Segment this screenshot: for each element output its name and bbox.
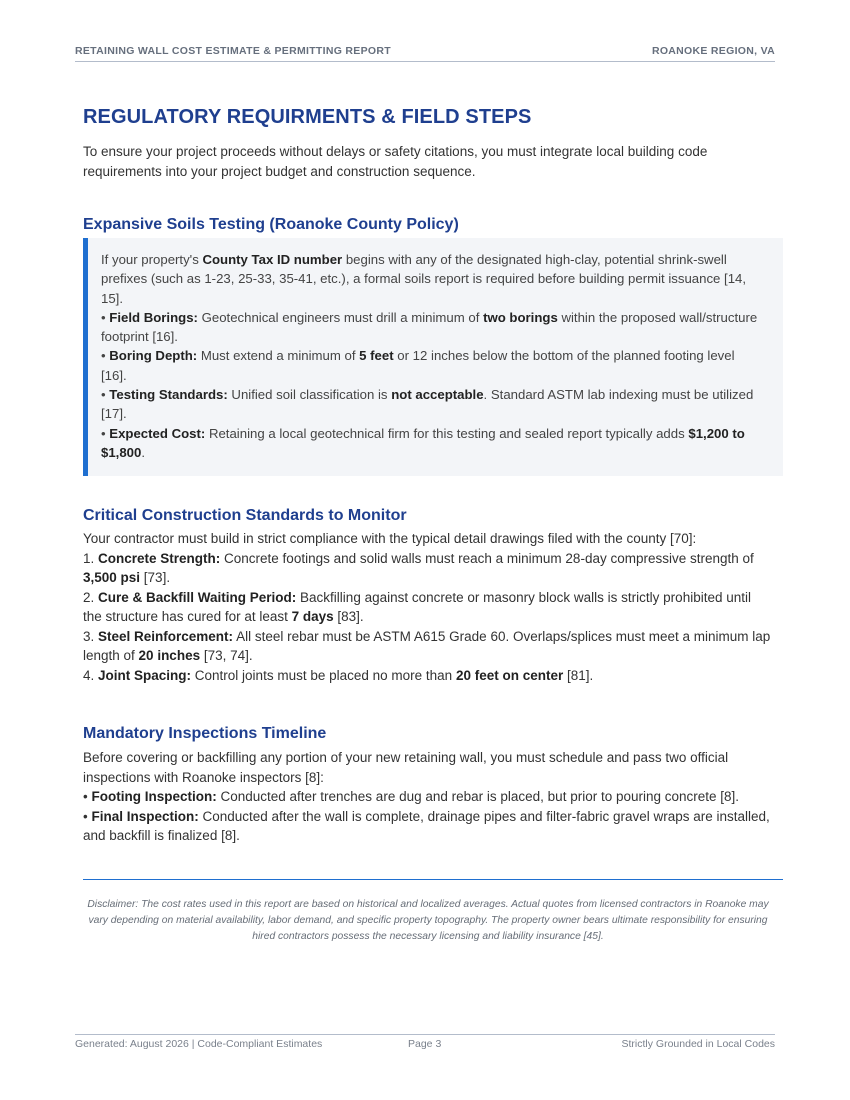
soils-bullet-depth: • Boring Depth: Must extend a minimum of 5 feet or 12 inches below the bottom of the planned footing level [16]. (101, 348, 735, 383)
inspection-footing: • Footing Inspection: Conducted after trenches are dug and rebar is placed, but prior to pouring concrete [8]. (83, 789, 740, 804)
header-region: ROANOKE REGION, VA (651, 45, 775, 57)
standards-item-joints: 4. Joint Spacing: Control joints must be placed no more than 20 feet on center [81]. (83, 667, 594, 683)
standards-item-steel: 3. Steel Reinforcement: All steel rebar must be ASTM A615 Grade 60. Overlaps/splices must meet a minimum lap length of 20 inches [73, 74]. (83, 628, 771, 663)
footer-tagline: Strictly Grounded in Local Codes (621, 1038, 775, 1050)
inspection-final: • Final Inspection: Conducted after the wall is complete, drainage pipes and filter-fabric gravel wraps are installed, and backfill is finalized [8]. (83, 808, 770, 843)
running-header (75, 45, 775, 62)
page-footer (75, 1034, 775, 1054)
soils-bullet-borings: • Field Borings: Geotechnical engineers must drill a minimum of two borings within the proposed wall/structure footprint [16]. (101, 309, 758, 345)
soils-bullet-cost: • Expected Cost: Retaining a local geotechnical firm for this testing and sealed report typically adds $1,200 to $1,800. (101, 425, 745, 460)
soils-heading: Expansive Soils Testing (Roanoke County Policy) (83, 216, 459, 233)
inspections-intro: Before covering or backfilling any portion of your new retaining wall, you must schedule and pass two official inspections with Roanoke inspectors [8]: (83, 750, 729, 785)
soils-bullet-standards: • Testing Standards: Unified soil classification is not acceptable. Standard ASTM lab indexing must be utilized [17]. (101, 387, 754, 422)
standards-intro: Your contractor must build in strict compliance with the typical detail drawings filed with the county [70]: (83, 531, 697, 546)
soils-callout (83, 238, 783, 476)
standards-item-concrete: 1. Concrete Strength: Concrete footings and solid walls must reach a minimum 28-day compressive strength of 3,500 psi [73]. (83, 550, 754, 585)
standards-body (83, 529, 773, 685)
disclaimer: Disclaimer: The cost rates used in this report are based on historical and localized averages. Actual quotes from licensed contractors in Roanoke may vary depending on material availability, labor demand, and specific property topography. The property owner bears ultimate responsibility for ensuring hired contractors possess the necessary licensing and liability insurance [45]. (87, 899, 769, 942)
page-title: REGULATORY REQUIRMENTS & FIELD STEPS (83, 106, 532, 128)
page-number: Page 3 (408, 1038, 442, 1050)
inspections-body (83, 748, 773, 846)
tax-id-emphasis: County Tax ID number (202, 252, 343, 267)
header-report-title: RETAINING WALL COST ESTIMATE & PERMITTING REPORT (75, 45, 391, 57)
standards-heading: Critical Construction Standards to Monitor (83, 507, 407, 524)
standards-item-cure: 2. Cure & Backfill Waiting Period: Backfilling against concrete or masonry block walls is strictly prohibited until the structure has cured for at least 7 days [83]. (83, 589, 751, 624)
footer-generated: Generated: August 2026 | Code-Compliant Estimates (75, 1038, 323, 1050)
soils-intro: If your property's County Tax ID number begins with any of the designated high-clay, potential shrink-swell prefixes (such as 1-23, 25-33, 35-41, etc.), a formal soils report is required before building permit issuance [14, 15]. (101, 252, 747, 306)
inspections-heading: Mandatory Inspections Timeline (83, 725, 327, 742)
intro-paragraph: To ensure your project proceeds without delays or safety citations, you must integrate local building code requirements into your project budget and construction sequence. (83, 144, 708, 179)
disclaimer-divider (83, 879, 783, 880)
